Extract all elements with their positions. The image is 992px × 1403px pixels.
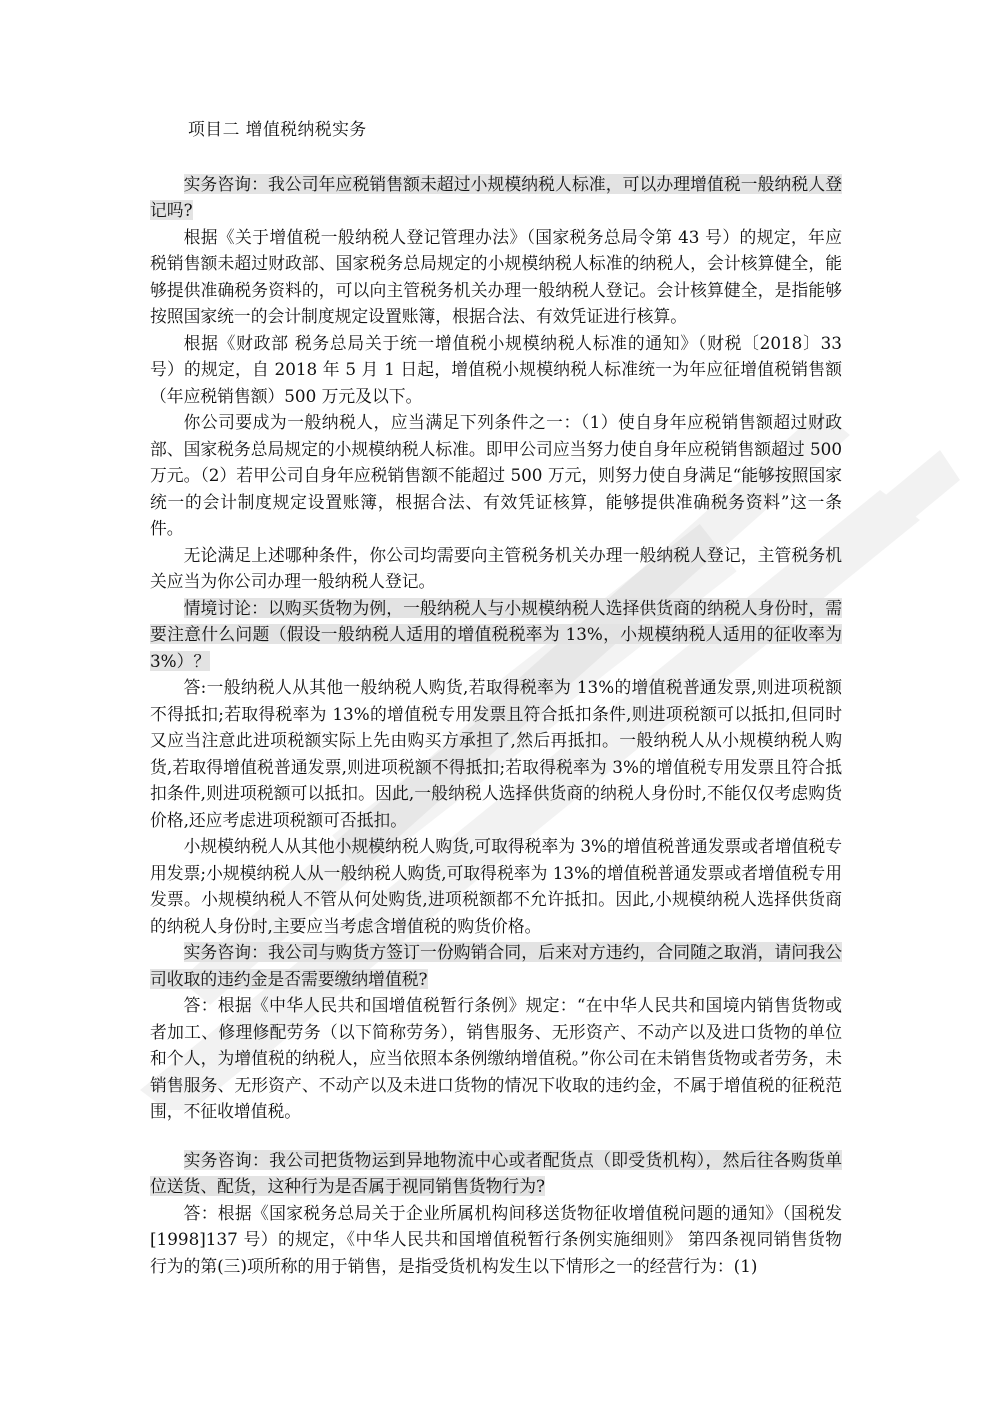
document-body: [150, 116, 842, 1279]
paragraph-11: [150, 1147, 842, 1200]
paragraph-10: 答：根据《中华人民共和国增值税暂行条例》规定：“在中华人民共和国境内销售货物或者加工、修理修配劳务（以下简称劳务），销售服务、无形资产、不动产以及进口货物的单位和个人，为增值税的纳税人，应当依照本条例缴纳增值税。”你公司在未销售货物或者劳务，未销售服务、无形资产、不动产以及未进口货物的情况下收取的违约金，不属于增值税的征税范围，不征收增值税。: [150, 995, 842, 1121]
paragraph-gap: [150, 1125, 842, 1147]
paragraph-6: [150, 595, 842, 675]
paragraph-7: 答:一般纳税人从其他一般纳税人购货,若取得税率为 13%的增值税普通发票,则进项税额不得抵扣;若取得税率为 13%的增值税专用发票且符合抵扣条件,则进项税额可以抵扣,但同时又应当注意此进项税额实际上先由购买方承担了,然后再抵扣。一般纳税人从小规模纳税人购货,若取得增值税普通发票,则进项税额不得抵扣;若取得税率为 3%的增值税专用发票且符合抵扣条件,则进项税额可以抵扣。因此,一般纳税人选择供货商的纳税人身份时,不能仅仅考虑购货价格,还应考虑进项税额可否抵扣。: [150, 677, 842, 830]
paragraph-9: [150, 939, 842, 992]
paragraph-4: 你公司要成为一般纳税人，应当满足下列条件之一：（1）使自身年应税销售额超过财政部、国家税务总局规定的小规模纳税人标准。即甲公司应当努力使自身年应税销售额超过 500 万元。（2）若甲公司自身年应税销售额不能超过 500 万元，则努力使自身满足“能够按照国家统一的会计制度规定设置账簿，根据合法、有效凭证核算，能够提供准确税务资料”这一条件。: [150, 412, 842, 538]
highlighted-question: 情境讨论：以购买货物为例，一般纳税人与小规模纳税人选择供货商的纳税人身份时，需要注意什么问题（假设一般纳税人适用的增值税税率为 13%，小规模纳税人适用的征收率为 3%）？: [150, 597, 842, 671]
highlighted-question: 实务咨询：我公司年应税销售额未超过小规模纳税人标准，可以办理增值税一般纳税人登记吗?: [150, 173, 842, 220]
paragraph-3: 根据《财政部 税务总局关于统一增值税小规模纳税人标准的通知》（财税〔2018〕33 号）的规定，自 2018 年 5 月 1 日起，增值税小规模纳税人标准统一为年应征增值税销售额（年应税销售额）500 万元及以下。: [150, 332, 842, 406]
section-title: 项目二 增值税纳税实务: [188, 119, 367, 139]
paragraph-8: 小规模纳税人从其他小规模纳税人购货,可取得税率为 3%的增值税普通发票或者增值税专用发票;小规模纳税人从一般纳税人购货,可取得税率为 13%的增值税普通发票或者增值税专用发票。小规模纳税人不管从何处购货,进项税额都不允许抵扣。因此,小规模纳税人选择供货商的纳税人身份时,主要应当考虑含增值税的购货价格。: [150, 836, 842, 936]
paragraph-2: 根据《关于增值税一般纳税人登记管理办法》（国家税务总局令第 43 号）的规定，年应税销售额未超过财政部、国家税务总局规定的小规模纳税人标准的纳税人，会计核算健全，能够提供准确税务资料的，可以向主管税务机关办理一般纳税人登记。会计核算健全，是指能够按照国家统一的会计制度规定设置账簿，根据合法、有效凭证进行核算。: [150, 226, 842, 326]
highlighted-question: 实务咨询：我公司与购货方签订一份购销合同，后来对方违约，合同随之取消，请问我公司收取的违约金是否需要缴纳增值税?: [150, 942, 842, 989]
highlighted-question: 实务咨询：我公司把货物运到异地物流中心或者配货点（即受货机构），然后往各购货单位送货、配货，这种行为是否属于视同销售货物行为?: [150, 1149, 842, 1196]
paragraph-12: 答：根据《国家税务总局关于企业所属机构间移送货物征收增值税问题的通知》（国税发[1998]137 号）的规定，《中华人民共和国增值税暂行条例实施细则》 第四条视同销售货物行为的第(三)项所称的用于销售，是指受货机构发生以下情形之一的经营行为：(1): [150, 1202, 842, 1276]
paragraph-5: 无论满足上述哪种条件，你公司均需要向主管税务机关办理一般纳税人登记，主管税务机关应当为你公司办理一般纳税人登记。: [150, 544, 842, 591]
paragraph-1: [150, 171, 842, 224]
